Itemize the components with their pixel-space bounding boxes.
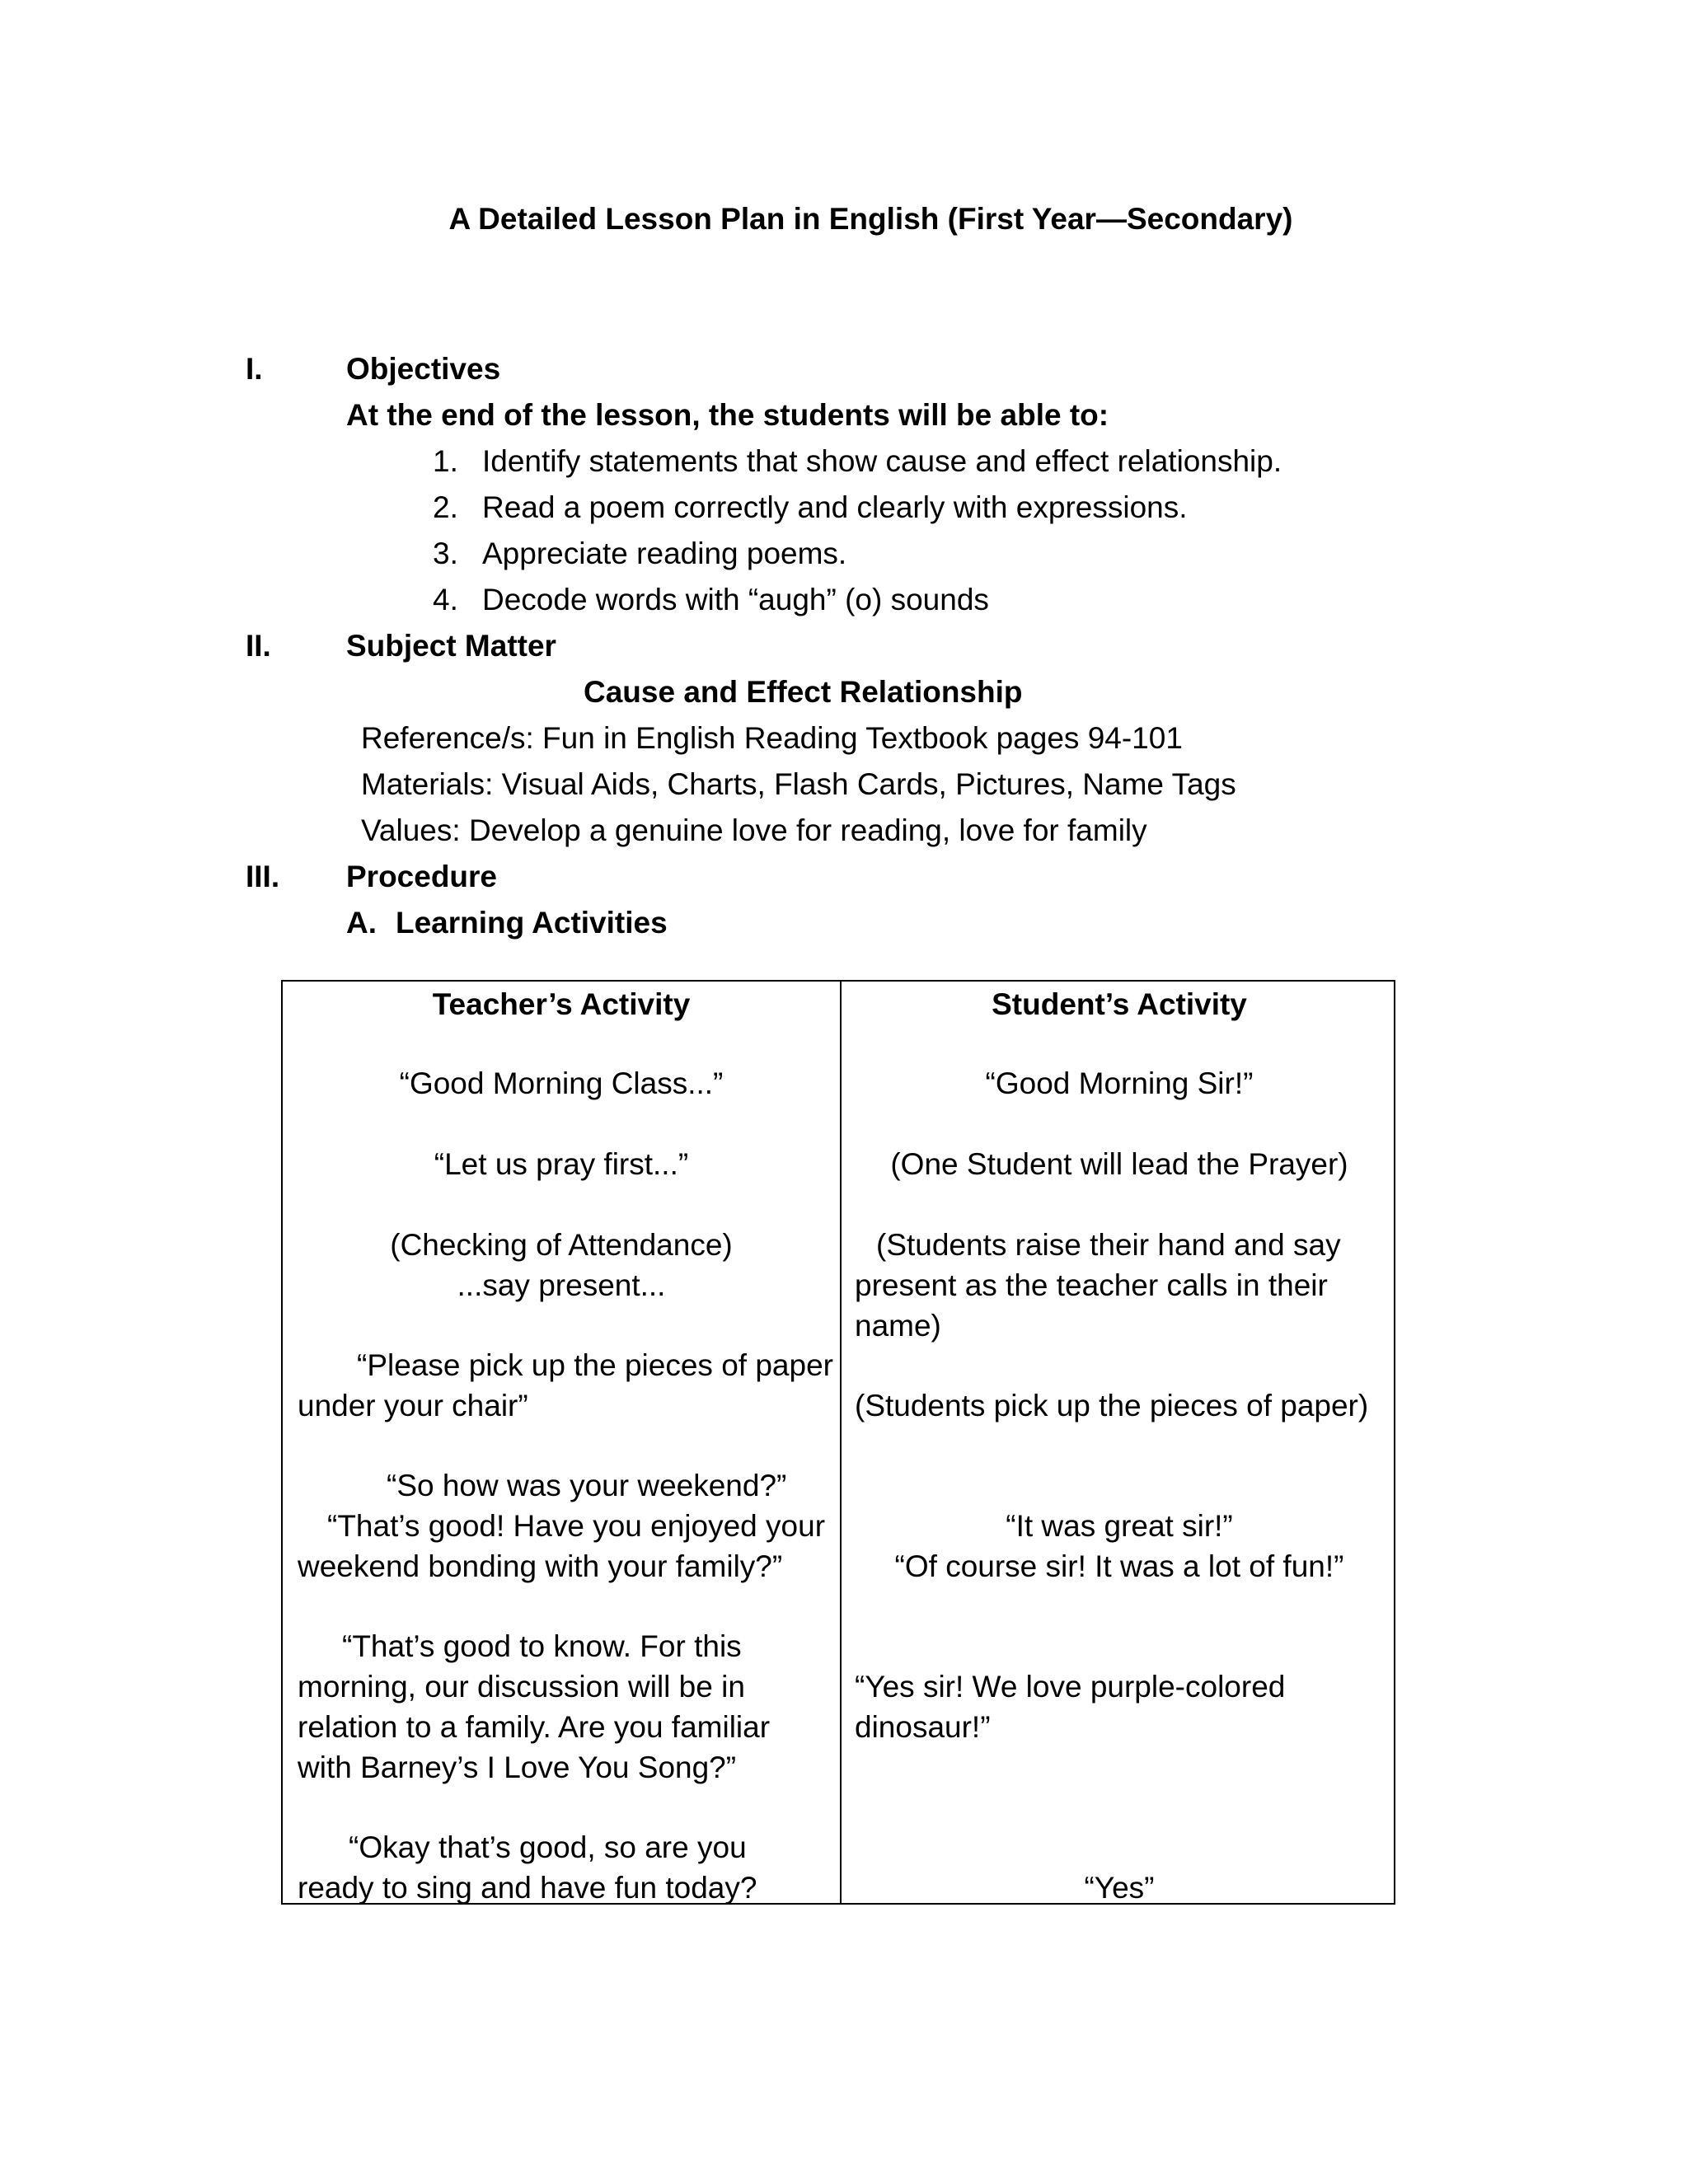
teacher-line: “Please pick up the pieces of paper [357,1348,833,1382]
section-heading-objectives: Objectives [346,352,501,386]
teacher-line: morning, our discussion will be in [298,1670,745,1704]
student-line: (One Student will lead the Prayer) [890,1147,1348,1181]
teacher-line: “Let us pray first...” [434,1147,689,1181]
teacher-column-header: Teacher’s Activity [432,987,691,1021]
table-column-divider [840,982,842,1903]
teacher-line: ...say present... [457,1268,666,1302]
section-heading-procedure: Procedure [346,860,498,893]
objective-number: 3. [433,537,458,570]
objective-text: Read a poem correctly and clearly with expressions. [482,490,1188,524]
student-line: “It was great sir!” [1006,1509,1233,1543]
subsection-heading: Learning Activities [396,906,668,940]
student-line: (Students raise their hand and say [876,1228,1341,1262]
objective-text: Decode words with “augh” (o) sounds [482,583,989,616]
student-line: “Of course sir! It was a lot of fun!” [894,1549,1344,1583]
activity-table [281,980,1395,1905]
teacher-line: “Okay that’s good, so are you [349,1830,747,1864]
subsection-letter: A. [346,906,377,940]
teacher-line: ready to sing and have fun today? [298,1871,757,1905]
subject-materials: Materials: Visual Aids, Charts, Flash Cards, Pictures, Name Tags [361,767,1236,801]
student-line: “Yes sir! We love purple-colored [855,1670,1286,1704]
objectives-intro: At the end of the lesson, the students will be able to: [346,398,1109,432]
teacher-line: “Good Morning Class...” [399,1066,724,1100]
subject-reference: Reference/s: Fun in English Reading Textbook pages 94-101 [361,721,1183,755]
section-numeral-subject-matter: II. [246,629,271,663]
teacher-line: “That’s good to know. For this [342,1629,742,1663]
teacher-line: with Barney’s I Love You Song?” [298,1750,737,1784]
student-line: “Good Morning Sir!” [985,1066,1254,1100]
teacher-line: under your chair” [298,1389,528,1422]
student-line: name) [855,1309,941,1343]
student-line: present as the teacher calls in their [855,1268,1328,1302]
teacher-line: relation to a family. Are you familiar [298,1710,771,1744]
subject-topic: Cause and Effect Relationship [584,675,1023,709]
student-column-header: Student’s Activity [992,987,1247,1021]
section-numeral-objectives: I. [246,352,263,386]
student-line: (Students pick up the pieces of paper) [855,1389,1369,1422]
student-line: “Yes” [1084,1871,1155,1905]
subject-values: Values: Develop a genuine love for reading, love for family [361,813,1147,847]
teacher-line: “So how was your weekend?” [387,1469,787,1502]
objective-number: 1. [433,444,458,478]
teacher-line: (Checking of Attendance) [390,1228,733,1262]
objective-text: Identify statements that show cause and effect relationship. [482,444,1282,478]
document-title: A Detailed Lesson Plan in English (First Year—Secondary) [448,202,1293,236]
objective-number: 4. [433,583,458,616]
section-heading-subject-matter: Subject Matter [346,629,556,663]
student-line: dinosaur!” [855,1710,991,1744]
objective-text: Appreciate reading poems. [482,537,847,570]
objective-number: 2. [433,490,458,524]
teacher-line: “That’s good! Have you enjoyed your [327,1509,826,1543]
section-numeral-procedure: III. [246,860,280,893]
teacher-line: weekend bonding with your family?” [298,1549,783,1583]
